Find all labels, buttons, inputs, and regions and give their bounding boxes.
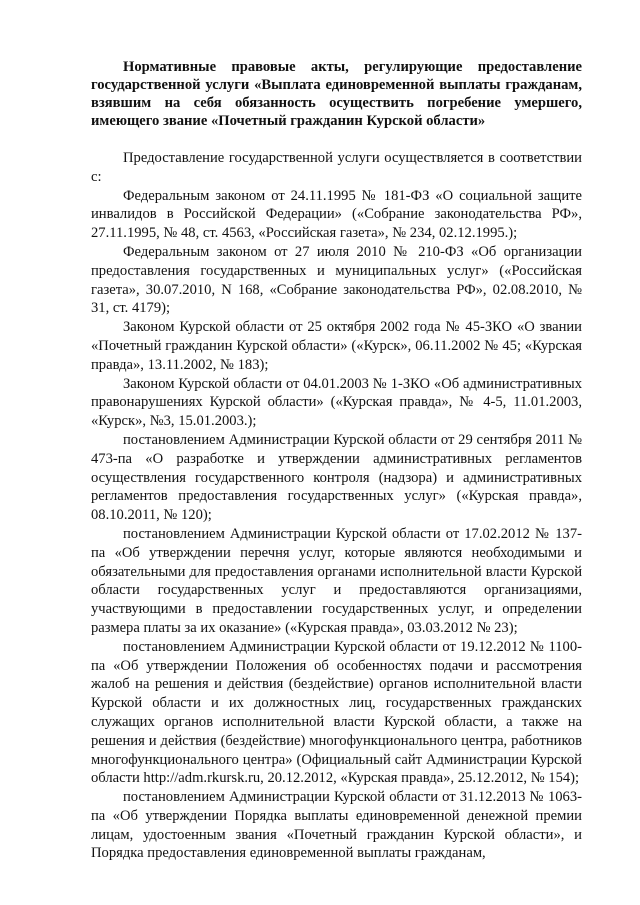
document-body [91,149,582,863]
resolution-137-pa-paragraph: постановлением Администрации Курской области от 17.02.2012 № 137-па «Об утверждении перечня услуг, которые являются необходимыми и обязательными для предоставления органами исполнительной власти Курской области государственных услуг и предоставляются организациями, участвующими в предоставлении государственных услуг, и определении размера платы за их оказание» («Курская правда», 03.03.2012 № 23); [91,525,582,636]
resolution-1063-pa-paragraph: постановлением Администрации Курской области от 31.12.2013 № 1063-па «Об утверждении Порядка выплаты единовременной денежной премии лицам, удостоенным звания «Почетный гражданин Курской области», и Порядка предоставления единовременной выплаты гражданам, [91,789,582,862]
law-210-fz-paragraph: Федеральным законом от 27 июля 2010 № 210-ФЗ «Об организации предоставления государственных и муниципальных услуг» («Российская газета», 30.07.2010, N 168, «Собрание законодательства РФ», 02.08.2010, № 31, ст. 4179); [91,243,582,317]
resolution-1100-pa-paragraph: постановлением Администрации Курской области от 19.12.2012 № 1100-па «Об утверждении Положения об особенностях подачи и рассмотрения жалоб на решения и действия (бездействие) органов исполнительной власти Курской области и их должностных лиц, государственных гражданских служащих органов исполнительной власти Курской области, а также на решения и действия (бездействие) многофункционального центра, работников многофункционального центра» (Официальный сайт Администрации Курской области http://adm.rkursk.ru, 20.12.2012, «Курская правда», 25.12.2012, № 154); [91,638,582,787]
resolution-473-pa-paragraph: постановлением Администрации Курской области от 29 сентября 2011 № 473-па «О разработке и утверждении административных регламентов осуществления государственного контроля (надзора) и административных регламентов предоставления государственных услуг» («Курская правда», 08.10.2011, № 120); [91,431,582,524]
law-45-zko-paragraph: Законом Курской области от 25 октября 2002 года № 45-ЗКО «О звании «Почетный гражданин Курской области» («Курск», 06.11.2002 № 45; «Курская правда», 13.11.2002, № 183); [91,319,582,373]
intro-paragraph: Предоставление государственной услуги осуществляется в соответствии с: [91,150,582,185]
law-1-zko-paragraph: Законом Курской области от 04.01.2003 № 1-ЗКО «Об административных правонарушениях Курской области» («Курская правда», № 4-5, 11.01.2003, «Курск», №3, 15.01.2003.); [91,375,582,430]
law-181-fz-paragraph: Федеральным законом от 24.11.1995 № 181-ФЗ «О социальной защите инвалидов в Российской Федерации» («Собрание законодательства РФ», 27.11.1995, № 48, ст. 4563, «Российская газета», № 234, 02.12.1995.); [91,187,582,242]
document-title: Нормативные правовые акты, регулирующие предоставление государственной услуги «Выплата единовременной выплаты гражданам, взявшим на себя обязанность осуществить погребение умершего, имеющего звание «Почетный гражданин Курской области» [91,59,582,129]
